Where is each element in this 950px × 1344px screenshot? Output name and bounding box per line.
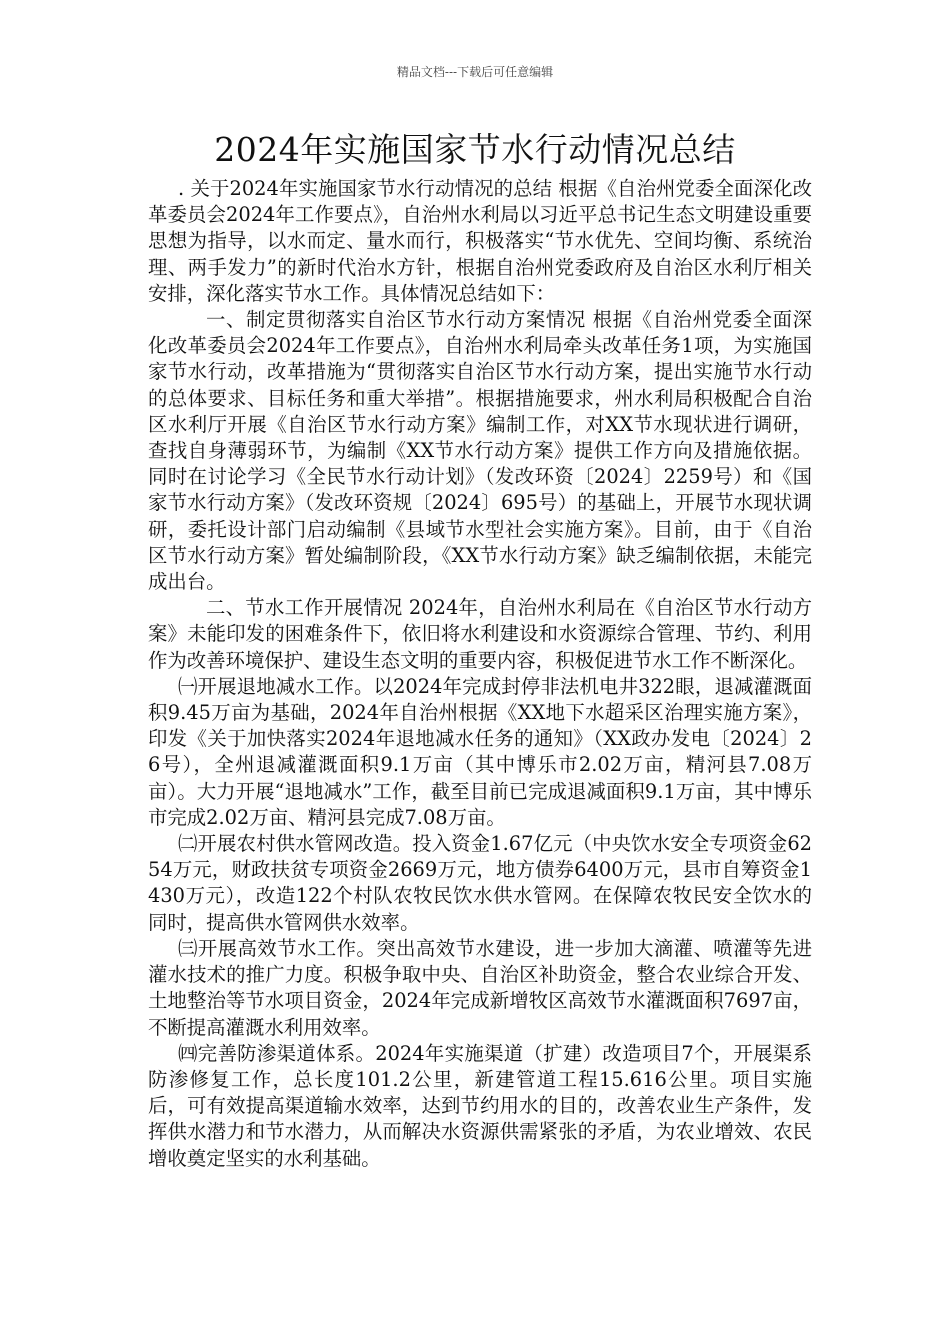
paragraph-item-4: ㈣完善防渗渠道体系。2024年实施渠道（扩建）改造项目7个，开展渠系防渗修复工作，总长度101.2公里，新建管道工程15.616公里。项目实施后，可有效提高渠道输水效率，达到节约用水的目的，改善农业生产条件，发挥供水潜力和节水潜力，从而解决水资源供需紧张的矛盾，为农业增效、农民增收奠定坚实的水利基础。 — [148, 1041, 812, 1170]
document-title: 2024年实施国家节水行动情况总结 — [214, 130, 736, 169]
paragraph-item-3: ㈢开展高效节水工作。突出高效节水建设，进一步加大滴灌、喷灌等先进灌水技术的推广力度。积极争取中央、自治区补助资金，整合农业综合开发、土地整治等节水项目资金，2024年完成新增牧区高效节水灌溉面积7697亩，不断提高灌溉水利用效率。 — [148, 936, 812, 1039]
paragraph-item-1: ㈠开展退地减水工作。以2024年完成封停非法机电井322眼，退减灌溉面积9.45万亩为基础，2024年自治州根据《XX地下水超采区治理实施方案》，印发《关于加快落实2024年退地减水任务的通知》（XX政办发电〔2024〕26号），全州退减灌溉面积9.1万亩（其中博乐市2.02万亩，精河县7.08万亩）。大力开展“退地减水”工作，截至目前已完成退减面积9.1万亩，其中博乐市完成2.02万亩、精河县完成7.08万亩。 — [148, 674, 812, 829]
paragraph-section-1: 一、制定贯彻落实自治区节水行动方案情况 根据《自治州党委全面深化改革委员会2024年工作要点》，自治州水利局牵头改革任务1项，为实施国家节水行动，改革措施为“贯彻落实自治区节水行动方案，提出实施节水行动的总体要求、目标任务和重大举措”。根据措施要求，州水利局积极配合自治区水利厅开展《自治区节水行动方案》编制工作，对XX节水现状进行调研，查找自身薄弱环节，为编制《XX节水行动方案》提供工作方向及措施依据。同时在讨论学习《全民节水行动计划》（发改环资〔2024〕2259号）和《国家节水行动方案》（发改环资规〔2024〕695号）的基础上，开展节水现状调研，委托设计部门启动编制《县域节水型社会实施方案》。目前，由于《自治区节水行动方案》暂处编制阶段，《XX节水行动方案》缺乏编制依据，未能完成出台。 — [148, 308, 812, 594]
paragraph-item-2: ㈡开展农村供水管网改造。投入资金1.67亿元（中央饮水安全专项资金6254万元，财政扶贫专项资金2669万元，地方债券6400万元，县市自筹资金1430万元），改造122个村队农牧民饮水供水管网。在保障农牧民安全饮水的同时，提高供水管网供水效率。 — [148, 832, 812, 934]
header-note: 精品文档---下载后可任意编辑 — [396, 65, 554, 79]
paragraph-intro: . 关于2024年实施国家节水行动情况的总结 根据《自治州党委全面深化改革委员会2024年工作要点》，自治州水利局以习近平总书记生态文明建设重要思想为指导，以水而定、量水而行，积极落实“节水优先、空间均衡、系统治理、两手发力”的新时代治水方针，根据自治州党委政府及自治区水利厅相关安排，深化落实节水工作。具体情况总结如下： — [148, 177, 812, 305]
paragraph-section-2: 二、节水工作开展情况 2024年，自治州水利局在《自治区节水行动方案》未能印发的困难条件下，依旧将水利建设和水资源综合管理、节约、利用作为改善环境保护、建设生态文明的重要内容，积极促进节水工作不断深化。 — [148, 596, 812, 672]
document-body — [148, 176, 812, 1172]
